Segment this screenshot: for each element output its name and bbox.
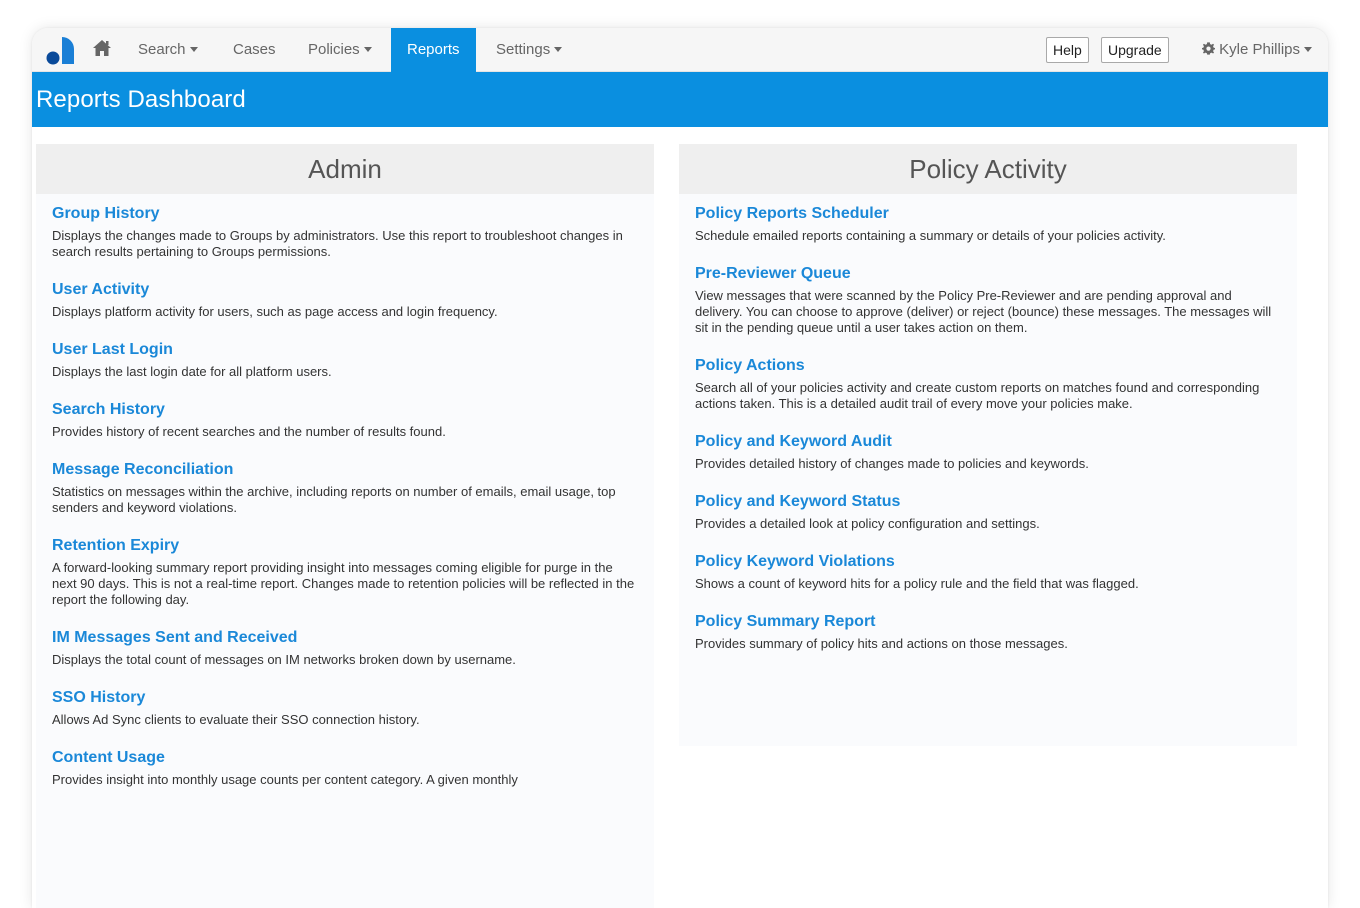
chevron-down-icon	[554, 47, 562, 52]
report-link-policy-summary-report[interactable]: Policy Summary Report	[695, 613, 876, 630]
report-link-policy-actions[interactable]: Policy Actions	[695, 357, 805, 374]
report-link-policy-keyword-violations[interactable]: Policy Keyword Violations	[695, 553, 895, 570]
brand-logo-icon[interactable]	[44, 34, 76, 66]
policy-report-list	[679, 194, 1297, 652]
report-description: Provides insight into monthly usage counts per content category. A given monthly	[52, 772, 518, 787]
report-item	[695, 492, 1281, 532]
report-link-user-activity[interactable]: User Activity	[52, 281, 150, 298]
report-item	[52, 536, 638, 608]
admin-panel-heading: Admin	[36, 144, 654, 194]
report-item	[52, 280, 638, 320]
home-icon[interactable]	[92, 39, 112, 57]
user-name: Kyle Phillips	[1219, 41, 1300, 58]
chevron-down-icon	[190, 47, 198, 52]
report-link-content-usage[interactable]: Content Usage	[52, 749, 165, 766]
report-item	[52, 748, 638, 788]
admin-report-list	[36, 194, 654, 788]
report-link-message-reconciliation[interactable]: Message Reconciliation	[52, 461, 234, 478]
report-item	[695, 552, 1281, 592]
report-description: Shows a count of keyword hits for a policy rule and the field that was flagged.	[695, 576, 1139, 591]
policy-activity-panel	[679, 144, 1297, 746]
report-description: Provides detailed history of changes made to policies and keywords.	[695, 456, 1089, 471]
nav-search-label: Search	[138, 41, 186, 58]
report-link-retention-expiry[interactable]: Retention Expiry	[52, 537, 180, 554]
report-link-sso-history[interactable]: SSO History	[52, 689, 146, 706]
report-link-group-history[interactable]: Group History	[52, 205, 160, 222]
report-item	[695, 612, 1281, 652]
top-navbar	[32, 28, 1328, 72]
report-link-policy-reports-scheduler[interactable]: Policy Reports Scheduler	[695, 205, 889, 222]
report-description: Provides a detailed look at policy configuration and settings.	[695, 516, 1040, 531]
nav-reports-tab[interactable]	[391, 28, 476, 72]
report-item	[695, 432, 1281, 472]
report-description: View messages that were scanned by the Policy Pre-Reviewer and are pending approval and delivery. You can choose to approve (deliver) or reject (bounce) these messages. The messages will sit in the pending queue until a user takes action on them.	[695, 288, 1272, 335]
report-link-user-last-login[interactable]: User Last Login	[52, 341, 173, 358]
page-header	[32, 72, 1328, 127]
upgrade-button[interactable]: Upgrade	[1101, 37, 1169, 63]
report-item	[52, 400, 638, 440]
report-link-policy-keyword-audit[interactable]: Policy and Keyword Audit	[695, 433, 892, 450]
report-item	[52, 340, 638, 380]
nav-policies-menu[interactable]	[308, 28, 372, 72]
report-description: Displays the last login date for all platform users.	[52, 364, 332, 379]
report-link-policy-keyword-status[interactable]: Policy and Keyword Status	[695, 493, 901, 510]
report-link-pre-reviewer-queue[interactable]: Pre-Reviewer Queue	[695, 265, 851, 282]
report-description: Displays platform activity for users, such as page access and login frequency.	[52, 304, 498, 319]
policy-activity-panel-heading: Policy Activity	[679, 144, 1297, 194]
report-description: Allows Ad Sync clients to evaluate their SSO connection history.	[52, 712, 420, 727]
report-description: Provides history of recent searches and the number of results found.	[52, 424, 446, 439]
report-link-im-messages[interactable]: IM Messages Sent and Received	[52, 629, 298, 646]
page-title: Reports Dashboard	[36, 86, 246, 113]
chevron-down-icon	[364, 47, 372, 52]
nav-settings-menu[interactable]	[496, 28, 562, 72]
report-item	[52, 204, 638, 260]
gear-icon	[1202, 42, 1215, 55]
report-item	[52, 688, 638, 728]
nav-cases[interactable]	[233, 28, 276, 72]
admin-panel	[36, 144, 654, 908]
report-link-search-history[interactable]: Search History	[52, 401, 165, 418]
report-item	[52, 628, 638, 668]
report-item	[695, 204, 1281, 244]
report-description: A forward-looking summary report providing insight into messages coming eligible for purge in the next 90 days. This is not a real-time report. Changes made to retention policies will be reflected in the report the following day.	[52, 560, 635, 607]
chevron-down-icon	[1304, 47, 1312, 52]
nav-policies-label: Policies	[308, 41, 360, 58]
user-menu[interactable]	[1202, 28, 1312, 72]
help-button[interactable]: Help	[1046, 37, 1089, 63]
report-item	[52, 460, 638, 516]
report-description: Displays the total count of messages on IM networks broken down by username.	[52, 652, 516, 667]
nav-settings-label: Settings	[496, 41, 551, 58]
nav-cases-label: Cases	[233, 41, 276, 58]
nav-reports-label: Reports	[407, 41, 460, 58]
report-description: Schedule emailed reports containing a summary or details of your policies activity.	[695, 228, 1166, 243]
nav-search-menu[interactable]	[138, 28, 198, 72]
report-item	[695, 356, 1281, 412]
report-description: Provides summary of policy hits and actions on those messages.	[695, 636, 1068, 651]
app-window	[32, 28, 1328, 908]
report-description: Statistics on messages within the archive, including reports on number of emails, email usage, top senders and keyword violations.	[52, 484, 616, 515]
report-description: Displays the changes made to Groups by administrators. Use this report to troubleshoot changes in search results pertaining to Groups permissions.	[52, 228, 623, 259]
report-item	[695, 264, 1281, 336]
report-description: Search all of your policies activity and create custom reports on matches found and corresponding actions taken. This is a detailed audit trail of every move your policies make.	[695, 380, 1260, 411]
